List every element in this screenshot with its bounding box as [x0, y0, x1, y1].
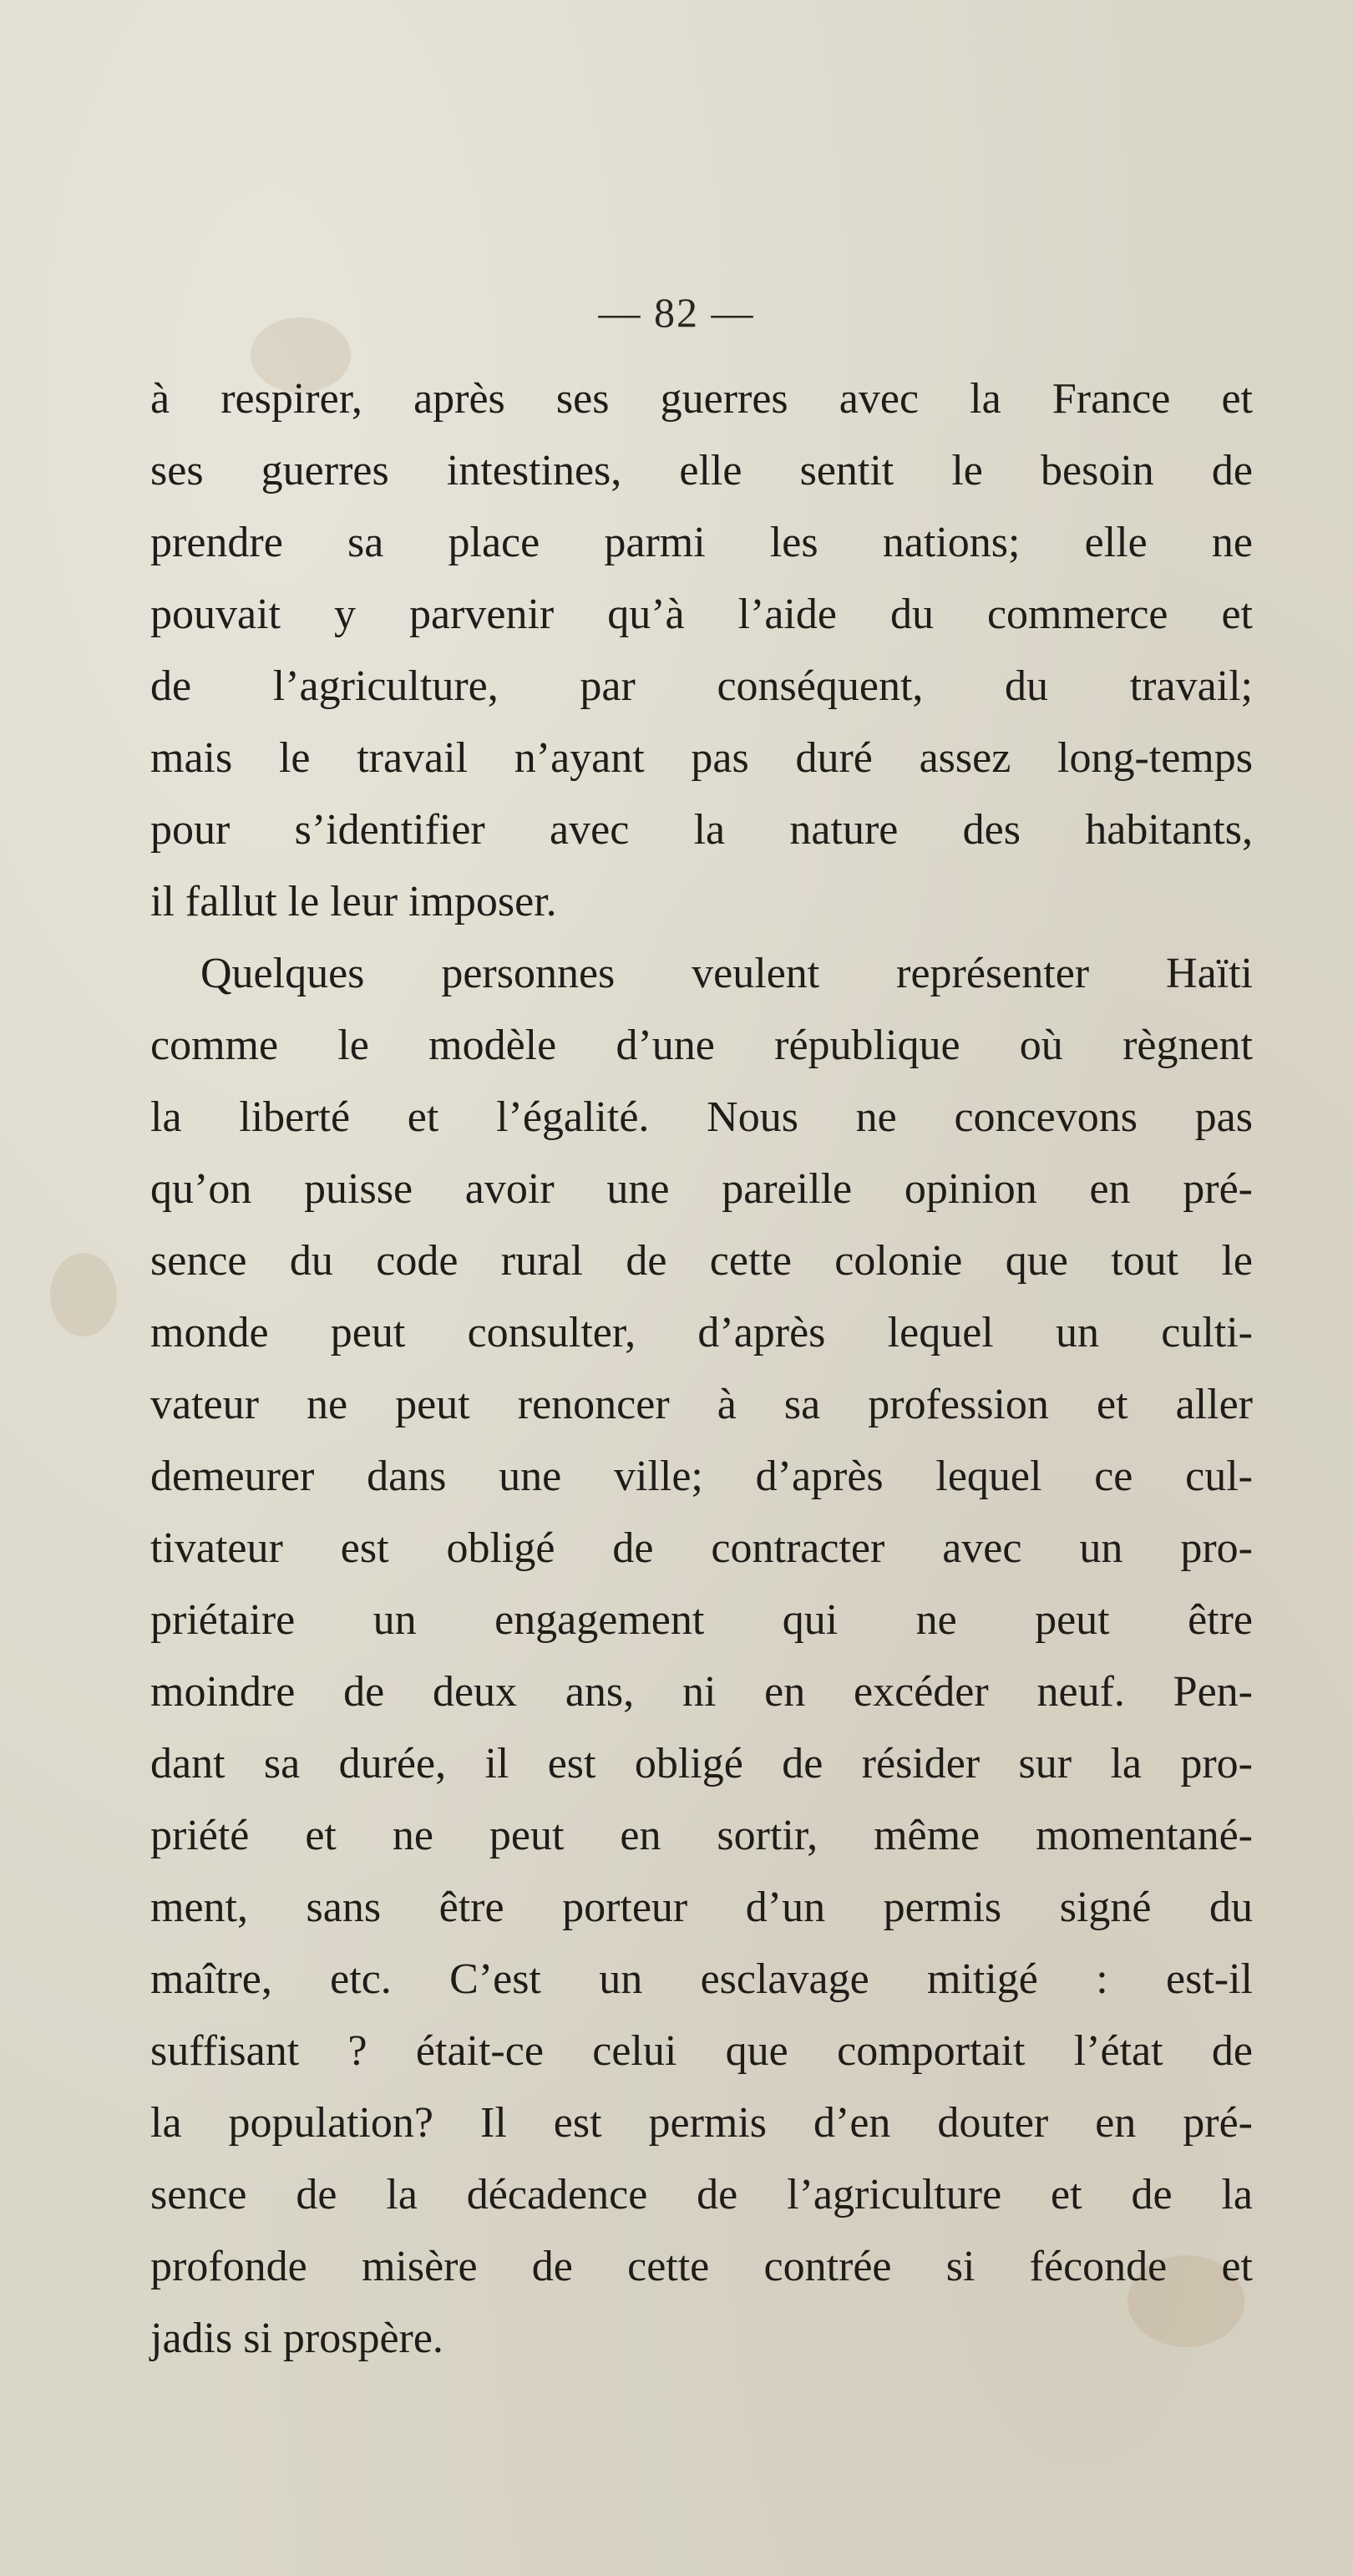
text-line: la liberté et l’égalité. Nous ne concevons pas — [150, 1093, 1253, 1141]
text-line: dant sa durée, il est obligé de résider sur la pro- — [150, 1740, 1253, 1787]
text-line: demeurer dans une ville; d’après lequel ce cul- — [150, 1453, 1253, 1500]
text-line: sence de la décadence de l’agriculture et de la — [150, 2171, 1253, 2219]
text-line: à respirer, après ses guerres avec la France et — [150, 375, 1253, 423]
text-line: ment, sans être porteur d’un permis signé du — [150, 1884, 1253, 1931]
paper-stain — [50, 1253, 117, 1336]
text-line: vateur ne peut renoncer à sa profession et aller — [150, 1381, 1253, 1428]
text-line: suffisant ? était-ce celui que comportait l’état de — [150, 2027, 1253, 2075]
text-line: ses guerres intestines, elle sentit le besoin de — [150, 447, 1253, 494]
text-line: prendre sa place parmi les nations; elle ne — [150, 519, 1253, 566]
text-line: priétaire un engagement qui ne peut être — [150, 1596, 1253, 1644]
text-line: monde peut consulter, d’après lequel un culti- — [150, 1309, 1253, 1356]
text-line: mais le travail n’ayant pas duré assez long-temps — [150, 734, 1253, 782]
text-line: pouvait y parvenir qu’à l’aide du commerce et — [150, 591, 1253, 638]
text-line: sence du code rural de cette colonie que tout le — [150, 1237, 1253, 1285]
text-line: pour s’identifier avec la nature des habitants, — [150, 806, 1253, 854]
text-line: jadis si prospère. — [150, 2315, 443, 2362]
text-line: il fallut le leur imposer. — [150, 878, 557, 925]
text-line: la population? Il est permis d’en douter en pré- — [150, 2099, 1253, 2147]
text-line: qu’on puisse avoir une pareille opinion en pré- — [150, 1165, 1253, 1213]
text-line: comme le modèle d’une république où règnent — [150, 1022, 1253, 1069]
page-number: — 82 — — [598, 289, 755, 336]
text-line: priété et ne peut en sortir, même momentané- — [150, 1812, 1253, 1859]
text-line: de l’agriculture, par conséquent, du travail; — [150, 662, 1253, 710]
text-line: tivateur est obligé de contracter avec un pro- — [150, 1524, 1253, 1572]
body-text — [150, 363, 1253, 2375]
text-line: maître, etc. C’est un esclavage mitigé : est-il — [150, 1955, 1253, 2003]
text-line: Quelques personnes veulent représenter Haïti — [200, 950, 1253, 997]
text-line: moindre de deux ans, ni en excéder neuf. Pen- — [150, 1668, 1253, 1716]
text-line: profonde misère de cette contrée si féconde et — [150, 2243, 1253, 2290]
